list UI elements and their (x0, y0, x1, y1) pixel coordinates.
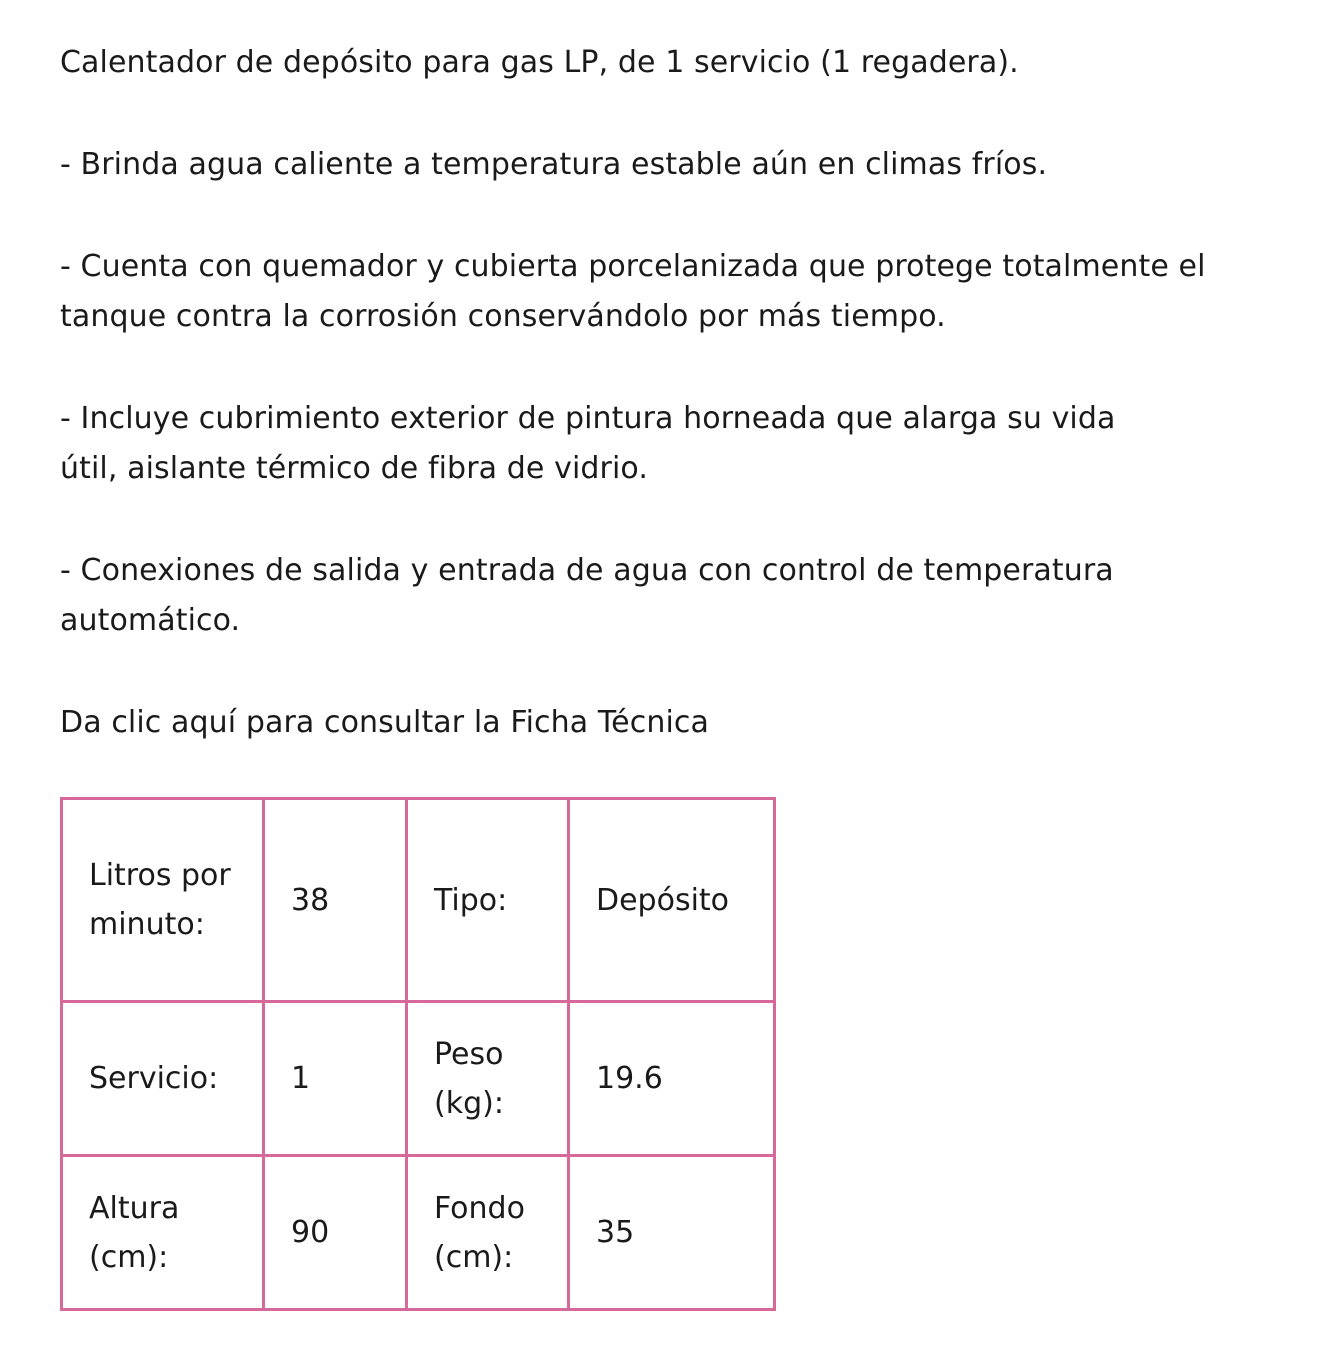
intro-text: Calentador de depósito para gas LP, de 1 servicio (1 regadera). (60, 45, 1019, 80)
spec-label: Fondo (cm): (407, 1156, 569, 1310)
feature-bullet: - Brinda agua caliente a temperatura estable aún en climas fríos. (60, 147, 1048, 182)
feature-bullet: - Cuenta con quemador y cubierta porcelanizada que protege totalmente el tanque contra la corrosión conservándolo por más tiempo. (60, 249, 1206, 334)
feature-bullet: - Conexiones de salida y entrada de agua con control de temperatura automático. (60, 553, 1114, 638)
spec-label: Altura (cm): (62, 1156, 264, 1310)
spec-label: Tipo: (407, 799, 569, 1002)
spec-value: 38 (264, 799, 407, 1002)
spec-label: Peso (kg): (407, 1002, 569, 1156)
spec-value: 1 (264, 1002, 407, 1156)
feature-bullet: - Incluye cubrimiento exterior de pintura horneada que alarga su vida útil, aislante térmico de fibra de vidrio. (60, 401, 1116, 486)
spec-label: Servicio: (62, 1002, 264, 1156)
spec-value: 90 (264, 1156, 407, 1310)
table-row (62, 1002, 775, 1156)
spec-sheet-link[interactable]: Da clic aquí para consultar la Ficha Técnica (60, 705, 709, 740)
spec-label: Litros por minuto: (62, 799, 264, 1002)
specs-table (60, 797, 776, 1311)
spec-value: 35 (569, 1156, 775, 1310)
table-row (62, 799, 775, 1002)
spec-value: 19.6 (569, 1002, 775, 1156)
product-description (60, 38, 1290, 748)
spec-value: Depósito (569, 799, 775, 1002)
table-row (62, 1156, 775, 1310)
